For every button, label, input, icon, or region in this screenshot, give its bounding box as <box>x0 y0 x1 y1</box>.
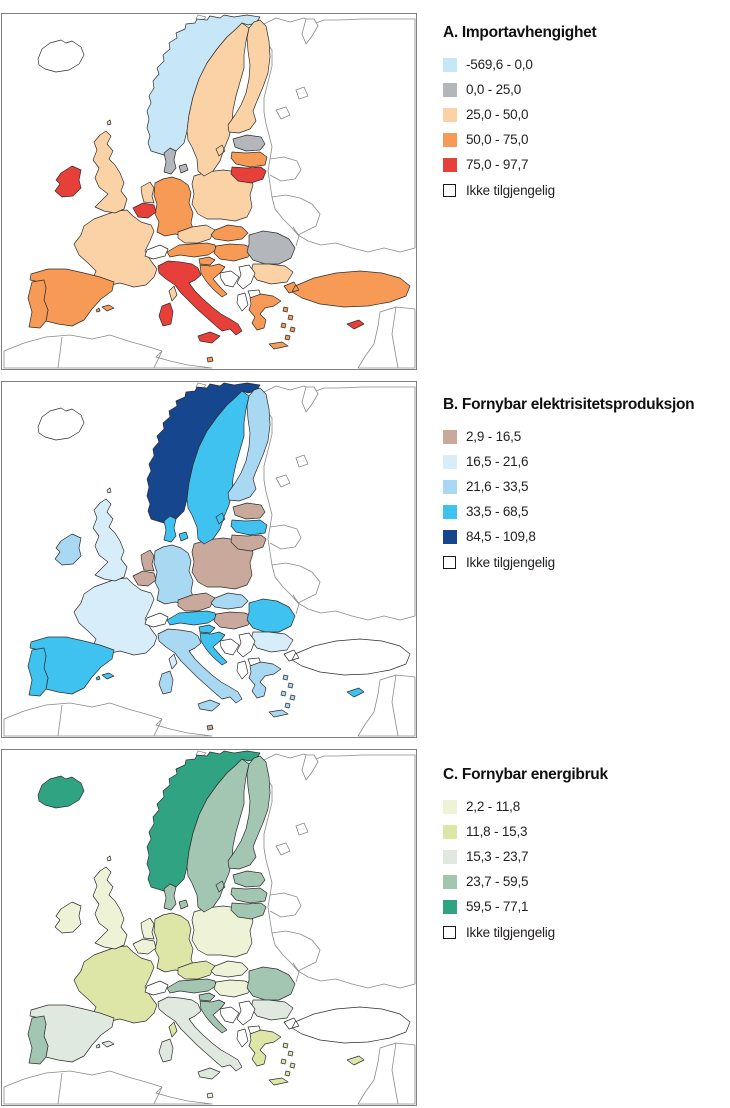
country-germany <box>154 913 194 972</box>
country-corsica <box>169 654 177 669</box>
legend-item <box>443 505 728 519</box>
legend-range-label: 2,2 - 11,8 <box>466 799 521 814</box>
legend-na-b <box>443 555 728 570</box>
country-slovakia <box>211 225 248 241</box>
legend-swatch <box>443 158 457 172</box>
legend-range-label: 50,0 - 75,0 <box>466 132 529 147</box>
legend-range-label: 33,5 - 68,5 <box>466 504 529 519</box>
country-russia-outline <box>263 754 415 988</box>
country-portugal <box>28 1016 48 1064</box>
country-greece <box>249 1030 295 1076</box>
legend-item <box>443 58 728 72</box>
legend-range-label: 16,5 - 21,6 <box>466 454 529 469</box>
not-available-swatch <box>443 184 456 197</box>
legend-range-label: 15,3 - 23,7 <box>466 849 529 864</box>
not-available-swatch <box>443 926 456 939</box>
country-germany <box>154 545 194 604</box>
europe-map-svg <box>2 382 416 737</box>
legend-range-label: 2,9 - 16,5 <box>466 429 522 444</box>
legend-item <box>443 480 728 494</box>
country-bulgaria <box>251 264 293 284</box>
country-balearic-islands <box>96 1041 114 1048</box>
country-denmark <box>164 148 188 174</box>
legend-swatch <box>443 505 457 519</box>
europe-map-svg <box>2 750 416 1105</box>
country-united-kingdom <box>93 488 127 581</box>
legend-items-b <box>443 430 728 544</box>
country-ireland <box>55 534 81 565</box>
country-austria <box>167 243 216 257</box>
country-netherlands <box>141 182 154 203</box>
legend-title-b: B. Fornybar elektrisitetsproduksjon <box>443 396 695 413</box>
legend-items-a <box>443 58 728 172</box>
legend-range-label: 0,0 - 25,0 <box>466 82 522 97</box>
country-bosnia <box>220 639 239 655</box>
country-sicily <box>198 1068 220 1079</box>
legend-swatch <box>443 108 457 122</box>
country-austria <box>167 979 216 993</box>
country-cyprus <box>347 1056 364 1065</box>
north-africa-coast <box>4 1071 212 1104</box>
country-albania <box>237 293 248 311</box>
country-corsica <box>169 286 177 301</box>
country-estonia <box>233 871 265 887</box>
map-panel-c <box>1 749 417 1106</box>
legend-title-c: C. Fornybar energibruk <box>443 766 608 783</box>
country-sardinia <box>159 303 173 326</box>
country-sardinia <box>159 1039 173 1062</box>
country-greece <box>249 662 295 708</box>
country-latvia <box>231 520 267 535</box>
country-ireland <box>55 902 81 933</box>
country-united-kingdom <box>93 856 127 949</box>
not-available-swatch <box>443 556 456 569</box>
country-romania <box>247 967 295 1000</box>
country-malta <box>207 1093 213 1098</box>
legend-item <box>443 133 728 147</box>
country-sicily <box>198 700 220 711</box>
legend-swatch <box>443 825 457 839</box>
country-turkey <box>284 639 410 675</box>
middle-east-coast <box>358 675 415 736</box>
country-denmark <box>164 516 188 542</box>
legend-na-a <box>443 183 728 198</box>
country-romania <box>247 599 295 632</box>
legend-c <box>443 766 728 940</box>
country-crete <box>269 710 288 717</box>
legend-item <box>443 825 728 839</box>
legend-range-label: 11,8 - 15,3 <box>466 824 528 839</box>
legend-b <box>443 396 728 570</box>
country-bulgaria <box>251 632 293 652</box>
legend-swatch <box>443 430 457 444</box>
country-slovakia <box>211 593 248 609</box>
country-iceland <box>38 40 84 72</box>
country-estonia <box>233 135 265 151</box>
legend-item <box>443 900 728 914</box>
legend-item <box>443 800 728 814</box>
country-turkey <box>284 1007 410 1043</box>
country-sicily <box>198 332 220 343</box>
country-bosnia <box>220 271 239 287</box>
map-panel-b <box>1 381 417 738</box>
not-available-label: Ikke tilgjengelig <box>466 182 555 198</box>
legend-swatch <box>443 133 457 147</box>
legend-title-a: A. Importavhengighet <box>443 24 597 41</box>
legend-range-label: -569,6 - 0,0 <box>466 57 533 72</box>
country-cyprus <box>347 688 364 697</box>
country-sardinia <box>159 671 173 694</box>
country-denmark <box>164 884 188 910</box>
not-available-label: Ikke tilgjengelig <box>466 554 555 570</box>
country-portugal <box>28 648 48 696</box>
country-bulgaria <box>251 1000 293 1020</box>
country-ireland <box>55 166 81 197</box>
country-albania <box>237 661 248 679</box>
legend-swatch <box>443 83 457 97</box>
legend-swatch <box>443 455 457 469</box>
country-iceland <box>38 408 84 440</box>
country-slovakia <box>211 961 248 977</box>
legend-range-label: 59,5 - 77,1 <box>466 899 529 914</box>
country-belgium <box>133 939 156 954</box>
legend-item <box>443 530 728 544</box>
legend-swatch <box>443 850 457 864</box>
legend-items-c <box>443 800 728 914</box>
country-netherlands <box>141 550 154 571</box>
country-latvia <box>231 152 267 167</box>
legend-swatch <box>443 58 457 72</box>
legend-range-label: 25,0 - 50,0 <box>466 107 529 122</box>
legend-item <box>443 850 728 864</box>
legend-a <box>443 24 728 198</box>
country-slovenia <box>199 257 215 265</box>
map-panel-a <box>1 13 417 370</box>
country-switzerland <box>145 613 168 627</box>
country-balearic-islands <box>96 305 114 312</box>
legend-range-label: 23,7 - 59,5 <box>466 874 529 889</box>
country-netherlands <box>141 918 154 939</box>
legend-item <box>443 430 728 444</box>
legend-item <box>443 83 728 97</box>
legend-swatch <box>443 900 457 914</box>
country-slovenia <box>199 625 215 633</box>
country-crete <box>269 342 288 349</box>
not-available-label: Ikke tilgjengelig <box>466 924 555 940</box>
legend-swatch <box>443 530 457 544</box>
country-iceland <box>38 776 84 808</box>
country-portugal <box>28 280 48 328</box>
country-cyprus <box>347 320 364 329</box>
country-romania <box>247 231 295 264</box>
country-crete <box>269 1078 288 1085</box>
country-albania <box>237 1029 248 1047</box>
country-russia-outline <box>263 386 415 620</box>
legend-item <box>443 875 728 889</box>
country-malta <box>207 725 213 730</box>
legend-item <box>443 108 728 122</box>
legend-range-label: 75,0 - 97,7 <box>466 157 529 172</box>
legend-range-label: 21,6 - 33,5 <box>466 479 529 494</box>
country-greece <box>249 294 295 340</box>
country-latvia <box>231 888 267 903</box>
europe-map-svg <box>2 14 416 369</box>
legend-na-c <box>443 925 728 940</box>
country-united-kingdom <box>93 120 127 213</box>
country-balearic-islands <box>96 673 114 680</box>
legend-item <box>443 455 728 469</box>
north-africa-coast <box>4 335 212 368</box>
country-belgium <box>133 571 156 586</box>
country-belgium <box>133 203 156 218</box>
country-austria <box>167 611 216 625</box>
country-switzerland <box>145 981 168 995</box>
country-germany <box>154 177 194 236</box>
legend-item <box>443 158 728 172</box>
country-slovenia <box>199 993 215 1001</box>
legend-range-label: 84,5 - 109,8 <box>466 529 536 544</box>
north-africa-coast <box>4 703 212 736</box>
country-bosnia <box>220 1007 239 1023</box>
country-russia-outline <box>263 18 415 252</box>
middle-east-coast <box>358 1043 415 1104</box>
legend-swatch <box>443 480 457 494</box>
legend-swatch <box>443 875 457 889</box>
country-turkey <box>284 271 410 307</box>
middle-east-coast <box>358 307 415 368</box>
legend-swatch <box>443 800 457 814</box>
country-corsica <box>169 1022 177 1037</box>
country-malta <box>207 357 213 362</box>
country-switzerland <box>145 245 168 259</box>
country-estonia <box>233 503 265 519</box>
